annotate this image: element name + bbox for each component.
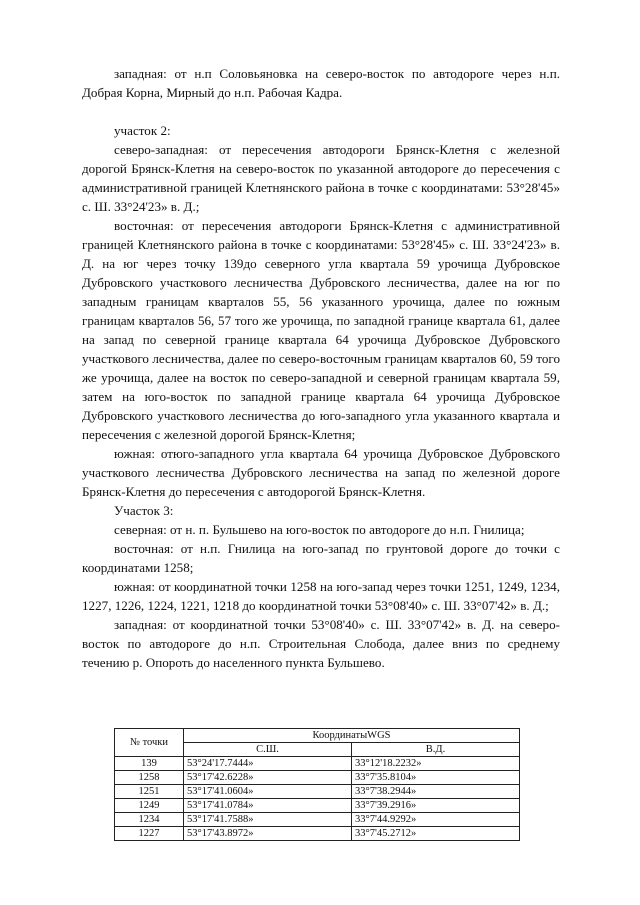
- table-row: [115, 771, 520, 785]
- longitude-cell: 33°12'18.2232»: [352, 757, 520, 771]
- point-number-cell: 1249: [115, 799, 184, 813]
- table-row: [115, 785, 520, 799]
- paragraph: северная: от н. п. Бульшево на юго-восток по автодороге до н.п. Гнилица;: [114, 522, 525, 537]
- document-body: [82, 64, 560, 672]
- paragraph: южная: отюго-западного угла квартала 64 урочища Дубровское Дубровского участкового лесничества Дубровского лесничества на запад по железной дороге Брянск-Клетня до пересечения с автодорогой Брянск-Клетня.: [82, 446, 560, 499]
- point-number-cell: 139: [115, 757, 184, 771]
- coordinates-table: [114, 728, 520, 841]
- header-point-number: № точки: [115, 729, 184, 757]
- table-row: [115, 757, 520, 771]
- table-header-row: [115, 729, 520, 743]
- paragraph: северо-западная: от пересечения автодороги Брянск-Клетня с железной дорогой Брянск-Клетня на северо-восток по указанной автодороге до пересечения с административной границей Клетнянского района в точке с координатами: 53°28'45» с. Ш. 33°24'23» в. Д.;: [82, 142, 560, 214]
- longitude-cell: 33°7'45.2712»: [352, 827, 520, 841]
- paragraph: западная: от координатной точки 53°08'40» с. Ш. 33°07'42» в. Д. на северо-восток по автодороге до н.п. Строительная Слобода, далее вниз по среднему течению р. Опороть до населенного пункта Бульшево.: [82, 617, 560, 670]
- paragraph: южная: от координатной точки 1258 на юго-запад через точки 1251, 1249, 1234, 1227, 1226, 1224, 1221, 1218 до координатной точки 53°08'40» с. Ш. 33°07'42» в. Д.;: [82, 579, 560, 613]
- longitude-cell: 33°7'44.9292»: [352, 813, 520, 827]
- point-number-cell: 1258: [115, 771, 184, 785]
- point-number-cell: 1251: [115, 785, 184, 799]
- paragraph: Участок 3:: [114, 503, 174, 518]
- latitude-cell: 53°17'41.0784»: [184, 799, 352, 813]
- point-number-cell: 1227: [115, 827, 184, 841]
- latitude-cell: 53°17'42.6228»: [184, 771, 352, 785]
- table-row: [115, 827, 520, 841]
- table-row: [115, 799, 520, 813]
- paragraph: участок 2:: [114, 123, 171, 138]
- longitude-cell: 33°7'38.2944»: [352, 785, 520, 799]
- longitude-cell: 33°7'35.8104»: [352, 771, 520, 785]
- longitude-cell: 33°7'39.2916»: [352, 799, 520, 813]
- paragraph: восточная: от пересечения автодороги Брянск-Клетня с административной границей Клетнянского района в точке с координатами: 53°28'45» с. Ш. 33°24'23» в. Д. на юг через точку 139до северного угла квартала 59 урочища Дубровское Дубровского участкового лесничества Дубровского лесничества, далее на юг по западным границам кварталов 55, 56 указанного урочища, далее по южным границам кварталов 56, 57 того же урочища, по западной границе квартала 61, далее на запад по северной границе квартала 64 урочища Дубровское Дубровского участкового лесничества, далее по северо-восточным границам кварталов 60, 59 того же урочища, далее на восток по северо-западной и северной границам квартала 59, затем на юго-восток по западной границе квартала 64 урочища Дубровское Дубровского участкового лесничества до юго-западного угла указанного квартала и пересечения с железной дорогой Брянск-Клетня;: [82, 218, 560, 442]
- latitude-cell: 53°24'17.7444»: [184, 757, 352, 771]
- header-coordinates: КоординатыWGS: [184, 729, 520, 743]
- table-body: [115, 757, 520, 841]
- latitude-cell: 53°17'41.7588»: [184, 813, 352, 827]
- point-number-cell: 1234: [115, 813, 184, 827]
- latitude-cell: 53°17'43.8972»: [184, 827, 352, 841]
- paragraph: восточная: от н.п. Гнилица на юго-запад по грунтовой дороге до точки с координатами 1258;: [82, 541, 560, 575]
- paragraph: западная: от н.п Соловьяновка на северо-восток по автодороге через н.п. Добрая Корна, Мирный до н.п. Рабочая Кадра.: [82, 66, 560, 100]
- table-row: [115, 813, 520, 827]
- latitude-cell: 53°17'41.0604»: [184, 785, 352, 799]
- header-latitude: С.Ш.: [184, 743, 352, 757]
- header-longitude: В.Д.: [352, 743, 520, 757]
